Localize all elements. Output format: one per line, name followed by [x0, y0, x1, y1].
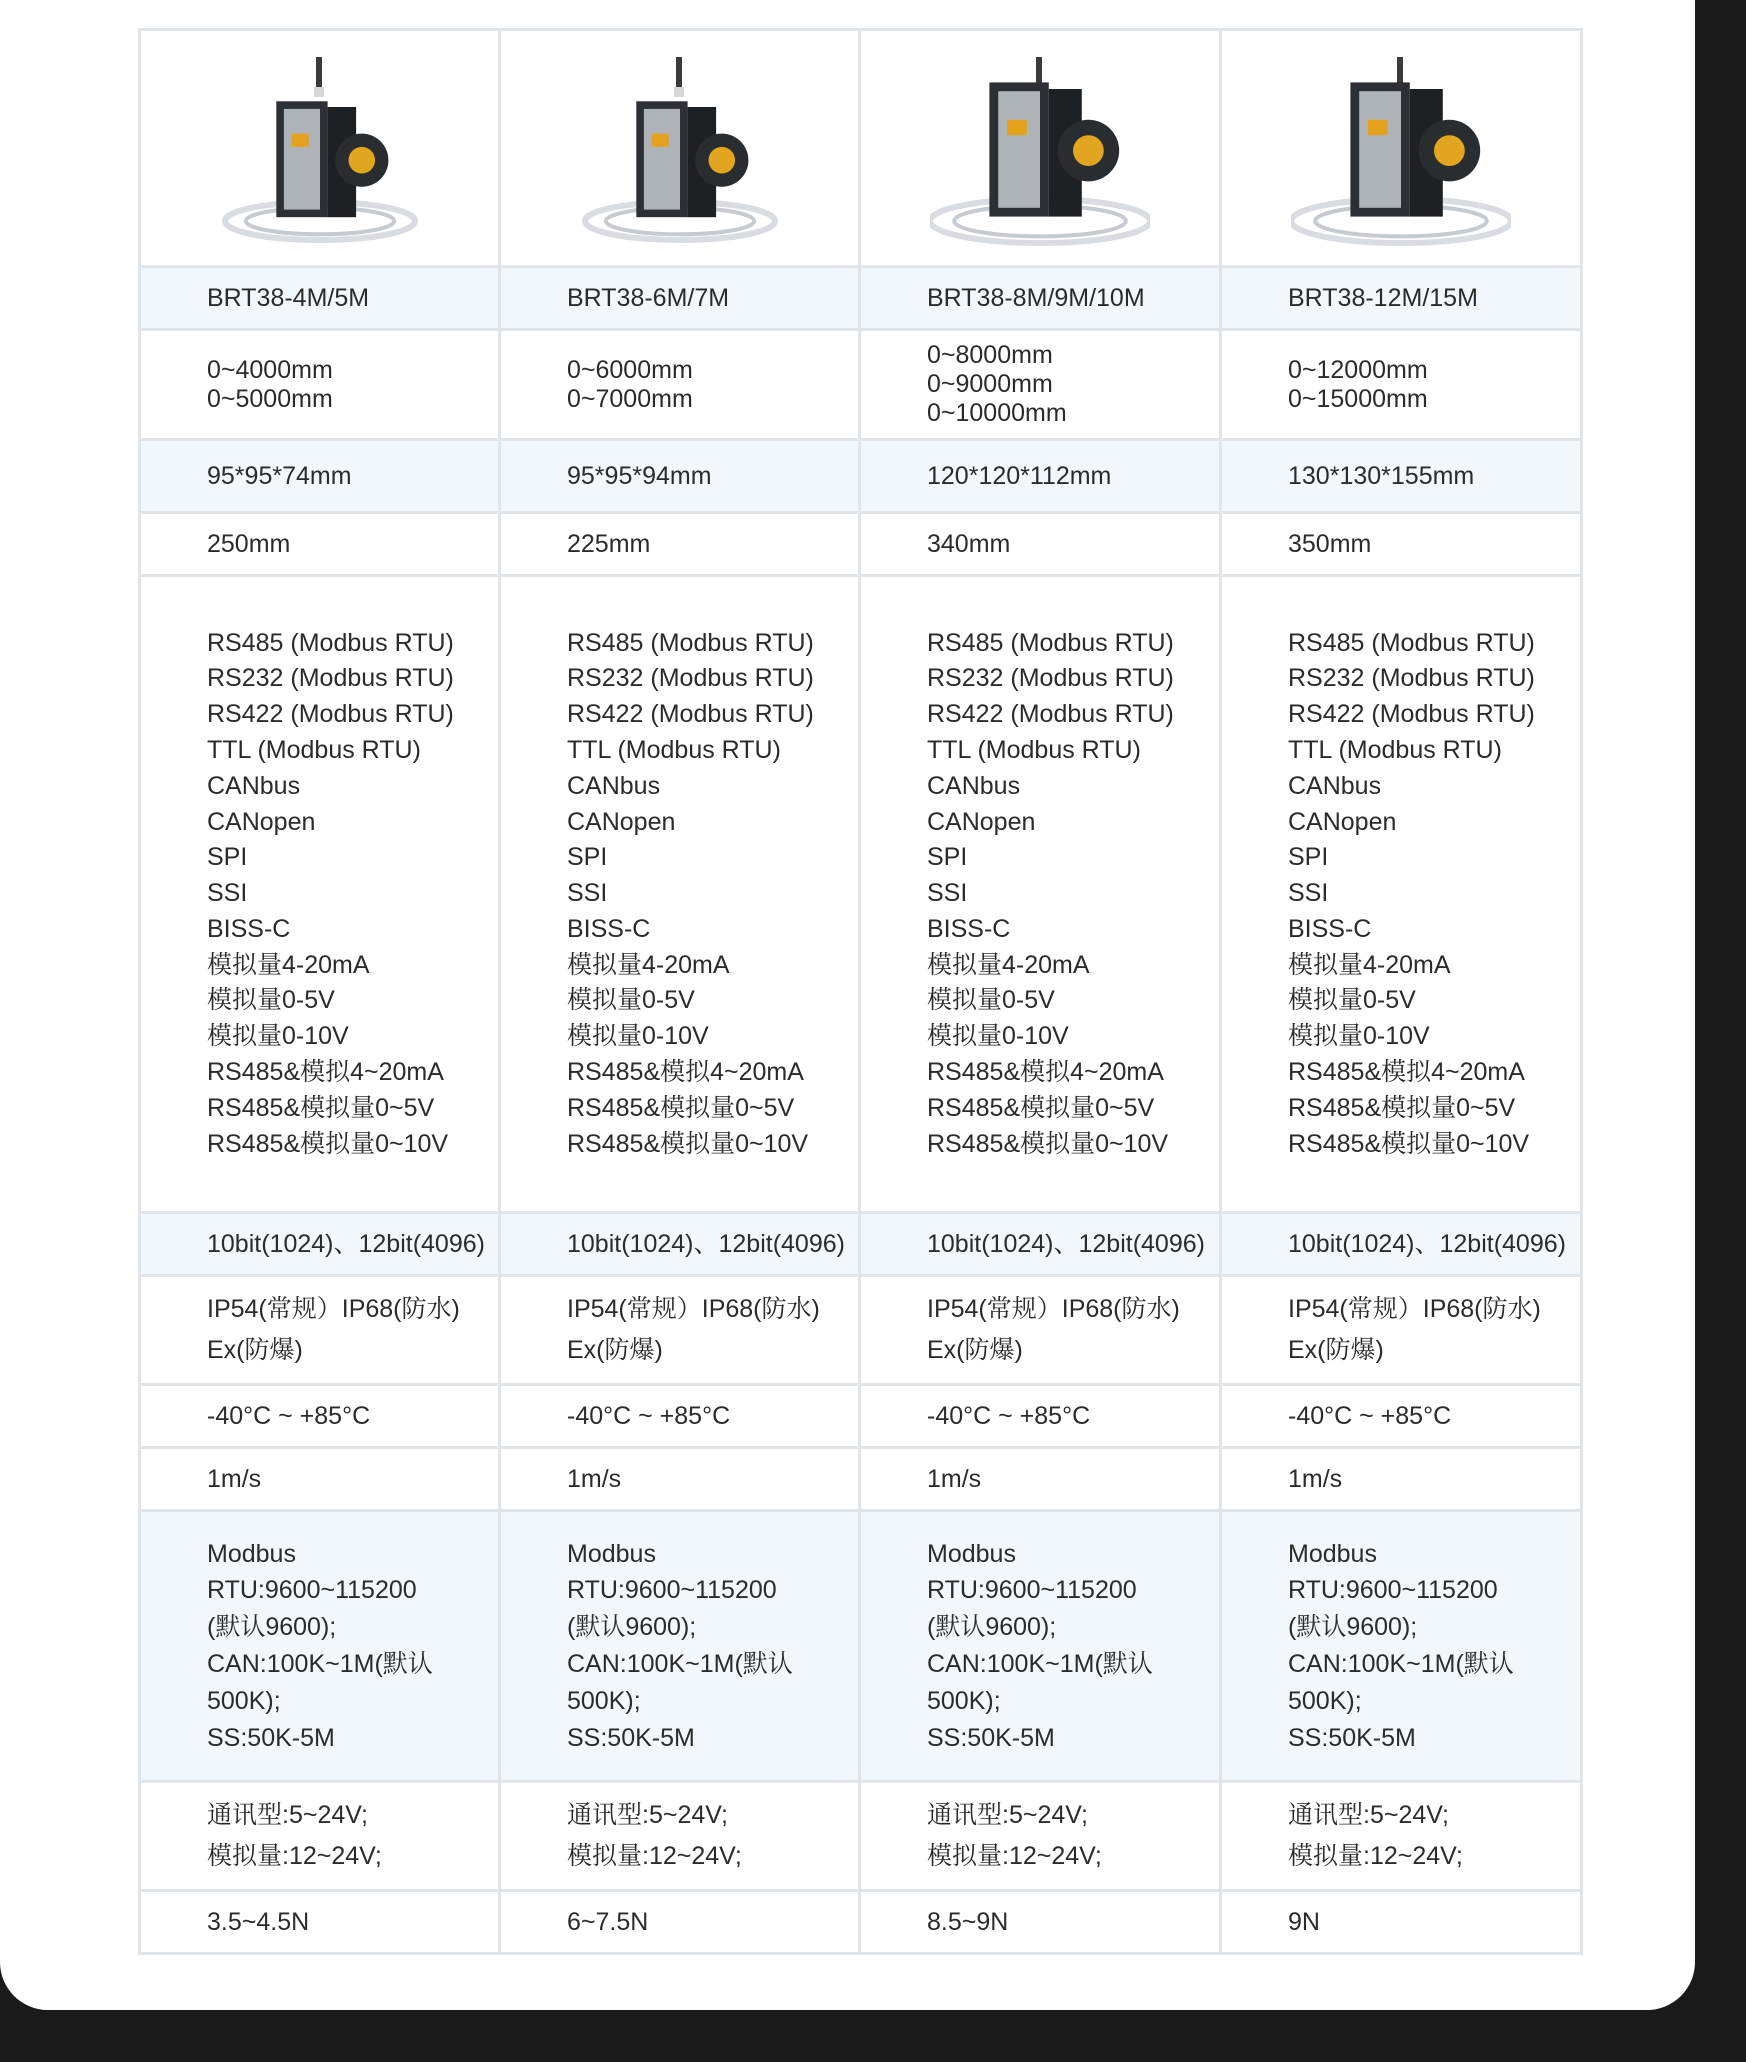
model-text: BRT38-6M/7M: [567, 284, 730, 312]
range-text: 0~10000mm: [927, 399, 1067, 427]
pull-force-text: 3.5~4.5N: [207, 1908, 310, 1936]
resolution-cell: [860, 1213, 1221, 1276]
baud-rate-text: (默认9600);: [567, 1613, 697, 1642]
output-text: RS485&模拟4~20mA: [927, 1058, 1164, 1087]
voltage-text: 模拟量:12~24V;: [927, 1842, 1102, 1870]
baud-rate-text: Modbus: [207, 1539, 296, 1568]
output-text: RS485 (Modbus RTU): [567, 628, 814, 657]
cable-length-text: 350mm: [1288, 530, 1372, 558]
resolution-cell: [1221, 1213, 1582, 1276]
draw-wire-sensor-icon: [570, 43, 790, 253]
protection-text: Ex(防爆): [567, 1336, 663, 1364]
output-text: RS485&模拟量0~10V: [207, 1129, 449, 1158]
row-protection: [140, 1276, 1582, 1385]
output-text: SPI: [207, 843, 248, 872]
output-text: SPI: [567, 843, 608, 872]
baud-rate-text: CAN:100K~1M(默认: [927, 1650, 1153, 1678]
size-cell: [860, 440, 1221, 513]
pull-force-cell: [140, 1891, 500, 1954]
protection-cell: [860, 1276, 1221, 1385]
baud-rate-text: CAN:100K~1M(默认: [207, 1650, 433, 1678]
output-text: CANopen: [927, 807, 1036, 836]
voltage-text: 通讯型:5~24V;: [567, 1801, 728, 1829]
cable-length-text: 340mm: [927, 530, 1011, 558]
row-pull-force: [140, 1891, 1582, 1954]
output-text: 模拟量0-5V: [927, 986, 1055, 1015]
output-text: RS232 (Modbus RTU): [927, 664, 1174, 693]
draw-wire-sensor-icon: [210, 43, 430, 253]
output-cell: [1221, 576, 1582, 1213]
protection-cell: [1221, 1276, 1582, 1385]
output-text: TTL (Modbus RTU): [567, 735, 781, 764]
baud-rate-text: RTU:9600~115200: [567, 1576, 777, 1605]
protection-cell: [500, 1276, 860, 1385]
row-speed: [140, 1448, 1582, 1511]
output-text: 模拟量0-10V: [927, 1022, 1069, 1051]
output-text: RS422 (Modbus RTU): [927, 700, 1174, 729]
size-cell: [500, 440, 860, 513]
output-text: SPI: [927, 843, 968, 872]
baud-rate-text: SS:50K-5M: [567, 1723, 695, 1752]
output-text: RS485 (Modbus RTU): [1288, 628, 1535, 657]
output-text: 模拟量0-10V: [207, 1022, 349, 1051]
output-text: RS422 (Modbus RTU): [207, 700, 454, 729]
output-text: CANopen: [1288, 807, 1397, 836]
size-cell: [140, 440, 500, 513]
pull-force-cell: [500, 1891, 860, 1954]
baud-rate-text: RTU:9600~115200: [927, 1576, 1137, 1605]
voltage-text: 通讯型:5~24V;: [207, 1801, 368, 1829]
voltage-text: 模拟量:12~24V;: [207, 1842, 382, 1870]
range-text: 0~5000mm: [207, 384, 333, 413]
size-text: 95*95*74mm: [207, 462, 352, 490]
baud-rate-text: (默认9600);: [927, 1613, 1057, 1642]
baud-rate-text: CAN:100K~1M(默认: [1288, 1650, 1514, 1678]
range-cell: [1221, 330, 1582, 440]
output-text: RS485&模拟量0~5V: [1288, 1093, 1516, 1122]
output-text: CANopen: [207, 807, 316, 836]
output-text: RS485&模拟量0~10V: [1288, 1129, 1530, 1158]
cable-length-cell: [1221, 513, 1582, 576]
voltage-text: 通讯型:5~24V;: [927, 1801, 1088, 1829]
product-image-cell: [500, 30, 860, 267]
model-text: BRT38-4M/5M: [207, 284, 370, 312]
cable-length-cell: [860, 513, 1221, 576]
temperature-text: -40°C ~ +85°C: [927, 1402, 1091, 1430]
range-text: 0~12000mm: [1288, 355, 1428, 384]
voltage-text: 通讯型:5~24V;: [1288, 1801, 1449, 1829]
row-range: [140, 330, 1582, 440]
spec-table: [138, 28, 1583, 1955]
resolution-cell: [500, 1213, 860, 1276]
output-text: SSI: [567, 879, 608, 908]
baud-rate-cell: [1221, 1511, 1582, 1782]
resolution-text: 10bit(1024)、12bit(4096): [567, 1230, 845, 1258]
temperature-cell: [140, 1385, 500, 1448]
temperature-cell: [1221, 1385, 1582, 1448]
voltage-text: 模拟量:12~24V;: [1288, 1842, 1463, 1870]
baud-rate-text: Modbus: [567, 1539, 656, 1568]
output-cell: [500, 576, 860, 1213]
output-text: RS485&模拟4~20mA: [567, 1058, 804, 1087]
size-cell: [1221, 440, 1582, 513]
output-text: 模拟量0-5V: [567, 986, 695, 1015]
output-text: BISS-C: [567, 914, 651, 943]
pull-force-text: 9N: [1288, 1908, 1320, 1936]
protection-text: IP54(常规）IP68(防水): [1288, 1295, 1541, 1323]
protection-cell: [140, 1276, 500, 1385]
output-text: CANbus: [927, 771, 1021, 800]
baud-rate-text: (默认9600);: [1288, 1613, 1418, 1642]
output-text: RS232 (Modbus RTU): [207, 664, 454, 693]
speed-cell: [860, 1448, 1221, 1511]
output-text: SPI: [1288, 843, 1329, 872]
range-cell: [500, 330, 860, 440]
row-cable-length: [140, 513, 1582, 576]
output-text: BISS-C: [207, 914, 291, 943]
output-cell: [140, 576, 500, 1213]
pull-force-cell: [860, 1891, 1221, 1954]
output-cell: [860, 576, 1221, 1213]
row-voltage: [140, 1782, 1582, 1891]
baud-rate-text: SS:50K-5M: [1288, 1723, 1416, 1752]
output-text: BISS-C: [927, 914, 1011, 943]
baud-rate-text: 500K);: [927, 1686, 1001, 1715]
baud-rate-text: RTU:9600~115200: [207, 1576, 417, 1605]
speed-text: 1m/s: [567, 1465, 622, 1493]
output-text: CANbus: [1288, 771, 1382, 800]
draw-wire-sensor-icon: [930, 43, 1150, 253]
range-text: 0~8000mm: [927, 341, 1053, 369]
protection-text: IP54(常规）IP68(防水): [567, 1295, 820, 1323]
temperature-cell: [860, 1385, 1221, 1448]
baud-rate-text: 500K);: [207, 1686, 281, 1715]
output-text: 模拟量4-20mA: [207, 950, 370, 979]
output-text: TTL (Modbus RTU): [1288, 735, 1502, 764]
output-text: RS422 (Modbus RTU): [567, 700, 814, 729]
product-image-cell: [860, 30, 1221, 267]
pull-force-cell: [1221, 1891, 1582, 1954]
range-cell: [860, 330, 1221, 440]
baud-rate-text: 500K);: [567, 1686, 641, 1715]
baud-rate-text: Modbus: [927, 1539, 1016, 1568]
range-text: 0~6000mm: [567, 355, 693, 384]
row-model: [140, 267, 1582, 330]
range-text: 0~9000mm: [927, 370, 1053, 398]
output-text: RS422 (Modbus RTU): [1288, 700, 1535, 729]
cable-length-text: 225mm: [567, 530, 651, 558]
output-text: 模拟量4-20mA: [1288, 950, 1451, 979]
protection-text: Ex(防爆): [927, 1336, 1023, 1364]
row-output: [140, 576, 1582, 1213]
output-text: RS485&模拟量0~10V: [567, 1129, 809, 1158]
voltage-text: 模拟量:12~24V;: [567, 1842, 742, 1870]
output-text: RS485&模拟量0~5V: [567, 1093, 795, 1122]
output-text: 模拟量0-10V: [1288, 1022, 1430, 1051]
pull-force-text: 6~7.5N: [567, 1908, 649, 1936]
protection-text: Ex(防爆): [207, 1336, 303, 1364]
output-text: RS485&模拟量0~10V: [927, 1129, 1169, 1158]
model-cell: [500, 267, 860, 330]
row-image: [140, 30, 1582, 267]
size-text: 95*95*94mm: [567, 462, 712, 490]
output-text: RS485&模拟量0~5V: [927, 1093, 1155, 1122]
protection-text: IP54(常规）IP68(防水): [927, 1295, 1180, 1323]
output-text: TTL (Modbus RTU): [207, 735, 421, 764]
speed-cell: [500, 1448, 860, 1511]
range-cell: [140, 330, 500, 440]
temperature-text: -40°C ~ +85°C: [567, 1402, 731, 1430]
output-text: RS232 (Modbus RTU): [1288, 664, 1535, 693]
size-text: 130*130*155mm: [1288, 462, 1475, 490]
speed-cell: [140, 1448, 500, 1511]
baud-rate-text: CAN:100K~1M(默认: [567, 1650, 793, 1678]
baud-rate-text: SS:50K-5M: [207, 1723, 335, 1752]
speed-cell: [1221, 1448, 1582, 1511]
row-temperature: [140, 1385, 1582, 1448]
model-cell: [140, 267, 500, 330]
speed-text: 1m/s: [927, 1465, 982, 1493]
output-text: BISS-C: [1288, 914, 1372, 943]
output-text: RS485&模拟4~20mA: [207, 1058, 444, 1087]
pull-force-text: 8.5~9N: [927, 1908, 1009, 1936]
temperature-cell: [500, 1385, 860, 1448]
resolution-cell: [140, 1213, 500, 1276]
model-cell: [1221, 267, 1582, 330]
output-text: 模拟量0-5V: [207, 986, 335, 1015]
baud-rate-text: SS:50K-5M: [927, 1723, 1055, 1752]
range-text: 0~4000mm: [207, 355, 333, 384]
baud-rate-text: Modbus: [1288, 1539, 1377, 1568]
cable-length-cell: [140, 513, 500, 576]
temperature-text: -40°C ~ +85°C: [207, 1402, 371, 1430]
output-text: 模拟量4-20mA: [927, 950, 1090, 979]
model-text: BRT38-8M/9M/10M: [927, 284, 1145, 312]
resolution-text: 10bit(1024)、12bit(4096): [927, 1230, 1205, 1258]
output-text: SSI: [927, 879, 968, 908]
output-text: 模拟量0-5V: [1288, 986, 1416, 1015]
voltage-cell: [1221, 1782, 1582, 1891]
row-size: [140, 440, 1582, 513]
resolution-text: 10bit(1024)、12bit(4096): [1288, 1230, 1566, 1258]
output-text: 模拟量4-20mA: [567, 950, 730, 979]
draw-wire-sensor-icon: [1291, 43, 1511, 253]
baud-rate-cell: [860, 1511, 1221, 1782]
cable-length-cell: [500, 513, 860, 576]
speed-text: 1m/s: [1288, 1465, 1343, 1493]
baud-rate-text: RTU:9600~115200: [1288, 1576, 1498, 1605]
voltage-cell: [500, 1782, 860, 1891]
resolution-text: 10bit(1024)、12bit(4096): [207, 1230, 485, 1258]
output-text: CANopen: [567, 807, 676, 836]
temperature-text: -40°C ~ +85°C: [1288, 1402, 1452, 1430]
protection-text: Ex(防爆): [1288, 1336, 1384, 1364]
output-text: TTL (Modbus RTU): [927, 735, 1141, 764]
speed-text: 1m/s: [207, 1465, 262, 1493]
size-text: 120*120*112mm: [927, 462, 1112, 490]
output-text: RS232 (Modbus RTU): [567, 664, 814, 693]
output-text: CANbus: [567, 771, 661, 800]
output-text: RS485&模拟量0~5V: [207, 1093, 435, 1122]
product-image-cell: [1221, 30, 1582, 267]
output-text: RS485 (Modbus RTU): [927, 628, 1174, 657]
range-text: 0~7000mm: [567, 384, 693, 413]
cable-length-text: 250mm: [207, 530, 291, 558]
range-text: 0~15000mm: [1288, 384, 1428, 413]
voltage-cell: [860, 1782, 1221, 1891]
baud-rate-text: (默认9600);: [207, 1613, 337, 1642]
voltage-cell: [140, 1782, 500, 1891]
protection-text: IP54(常规）IP68(防水): [207, 1295, 460, 1323]
baud-rate-cell: [500, 1511, 860, 1782]
output-text: 模拟量0-10V: [567, 1022, 709, 1051]
row-baud-rate: [140, 1511, 1582, 1782]
model-cell: [860, 267, 1221, 330]
output-text: SSI: [207, 879, 248, 908]
output-text: SSI: [1288, 879, 1329, 908]
row-resolution: [140, 1213, 1582, 1276]
product-image-cell: [140, 30, 500, 267]
output-text: RS485 (Modbus RTU): [207, 628, 454, 657]
output-text: RS485&模拟4~20mA: [1288, 1058, 1525, 1087]
baud-rate-cell: [140, 1511, 500, 1782]
output-text: CANbus: [207, 771, 301, 800]
baud-rate-text: 500K);: [1288, 1686, 1362, 1715]
model-text: BRT38-12M/15M: [1288, 284, 1478, 312]
